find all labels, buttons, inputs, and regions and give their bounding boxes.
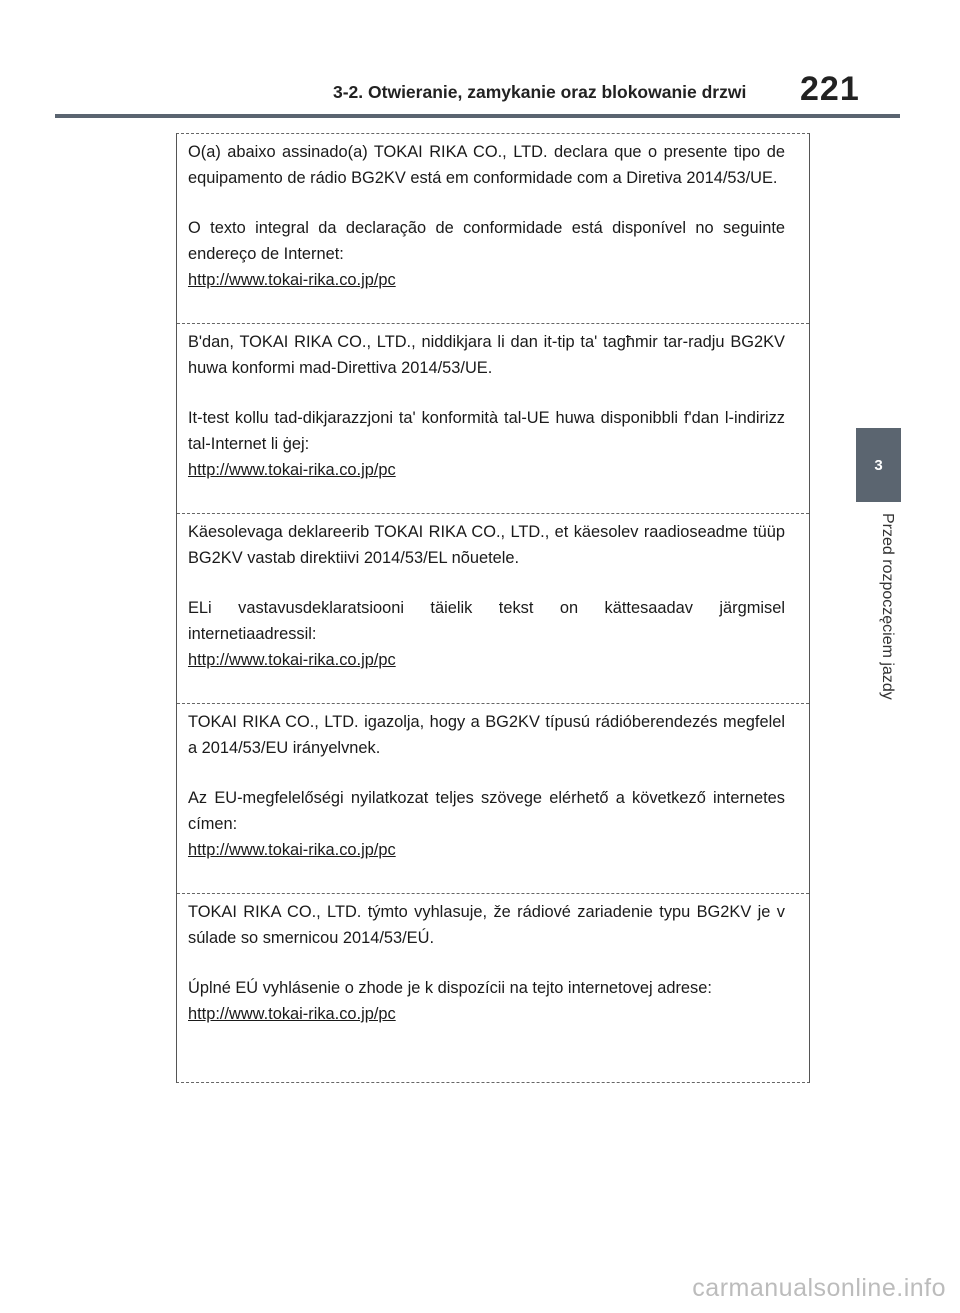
watermark: carmanualsonline.info	[692, 1274, 946, 1302]
declaration-url-link[interactable]: http://www.tokai-rika.co.jp/pc	[188, 841, 396, 859]
declaration-url-link[interactable]: http://www.tokai-rika.co.jp/pc	[188, 651, 396, 669]
availability-text: ELi vastavusdeklaratsiooni täielik tekst on kättesaadav järgmisel internetiaadressil:	[188, 599, 785, 643]
chapter-label: Przed rozpoczęciem jazdy	[879, 513, 896, 700]
notice-section-slovak	[177, 894, 809, 1084]
declaration-text: B'dan, TOKAI RIKA CO., LTD., niddikjara li dan it-tip ta' tagħmir tar-radju BG2KV huwa konformi mad-Direttiva 2014/53/UE.	[188, 333, 785, 377]
chapter-number: 3	[874, 456, 883, 474]
notice-section-hungarian	[177, 704, 809, 894]
declaration-url-link[interactable]: http://www.tokai-rika.co.jp/pc	[188, 1005, 396, 1023]
availability-text: Az EU-megfelelőségi nyilatkozat teljes szövege elérhető a következő internetes címen:	[188, 789, 785, 833]
declaration-text: TOKAI RIKA CO., LTD. týmto vyhlasuje, že rádiové zariadenie typu BG2KV je v súlade so smernicou 2014/53/EÚ.	[188, 903, 785, 947]
declaration-url-link[interactable]: http://www.tokai-rika.co.jp/pc	[188, 461, 396, 479]
availability-text: O texto integral da declaração de conformidade está disponível no seguinte endereço de Internet:	[188, 219, 785, 263]
chapter-tab	[856, 428, 901, 502]
notice-section-portuguese	[177, 134, 809, 324]
declaration-text: O(a) abaixo assinado(a) TOKAI RIKA CO., LTD. declara que o presente tipo de equipamento de rádio BG2KV está em conformidade com a Diretiva 2014/53/UE.	[188, 143, 785, 187]
section-title: 3-2. Otwieranie, zamykanie oraz blokowanie drzwi	[333, 82, 747, 102]
notice-section-estonian	[177, 514, 809, 704]
header-divider	[55, 114, 900, 118]
page-number: 221	[800, 70, 860, 108]
availability-text: Úplné EÚ vyhlásenie o zhode je k dispozícii na tejto internetovej adrese:	[188, 979, 712, 997]
notice-section-maltese	[177, 324, 809, 514]
conformity-notice-box	[176, 133, 810, 1083]
declaration-url-link[interactable]: http://www.tokai-rika.co.jp/pc	[188, 271, 396, 289]
availability-text: It-test kollu tad-dikjarazzjoni ta' konformità tal-UE huwa disponibbli f'dan l-indirizz tal-Internet li ġej:	[188, 409, 785, 453]
declaration-text: Käesolevaga deklareerib TOKAI RIKA CO., LTD., et käesolev raadioseadme tüüp BG2KV vastab direktiivi 2014/53/EL nõuetele.	[188, 523, 785, 567]
declaration-text: TOKAI RIKA CO., LTD. igazolja, hogy a BG2KV típusú rádióberendezés megfelel a 2014/53/EU irányelvnek.	[188, 713, 785, 757]
